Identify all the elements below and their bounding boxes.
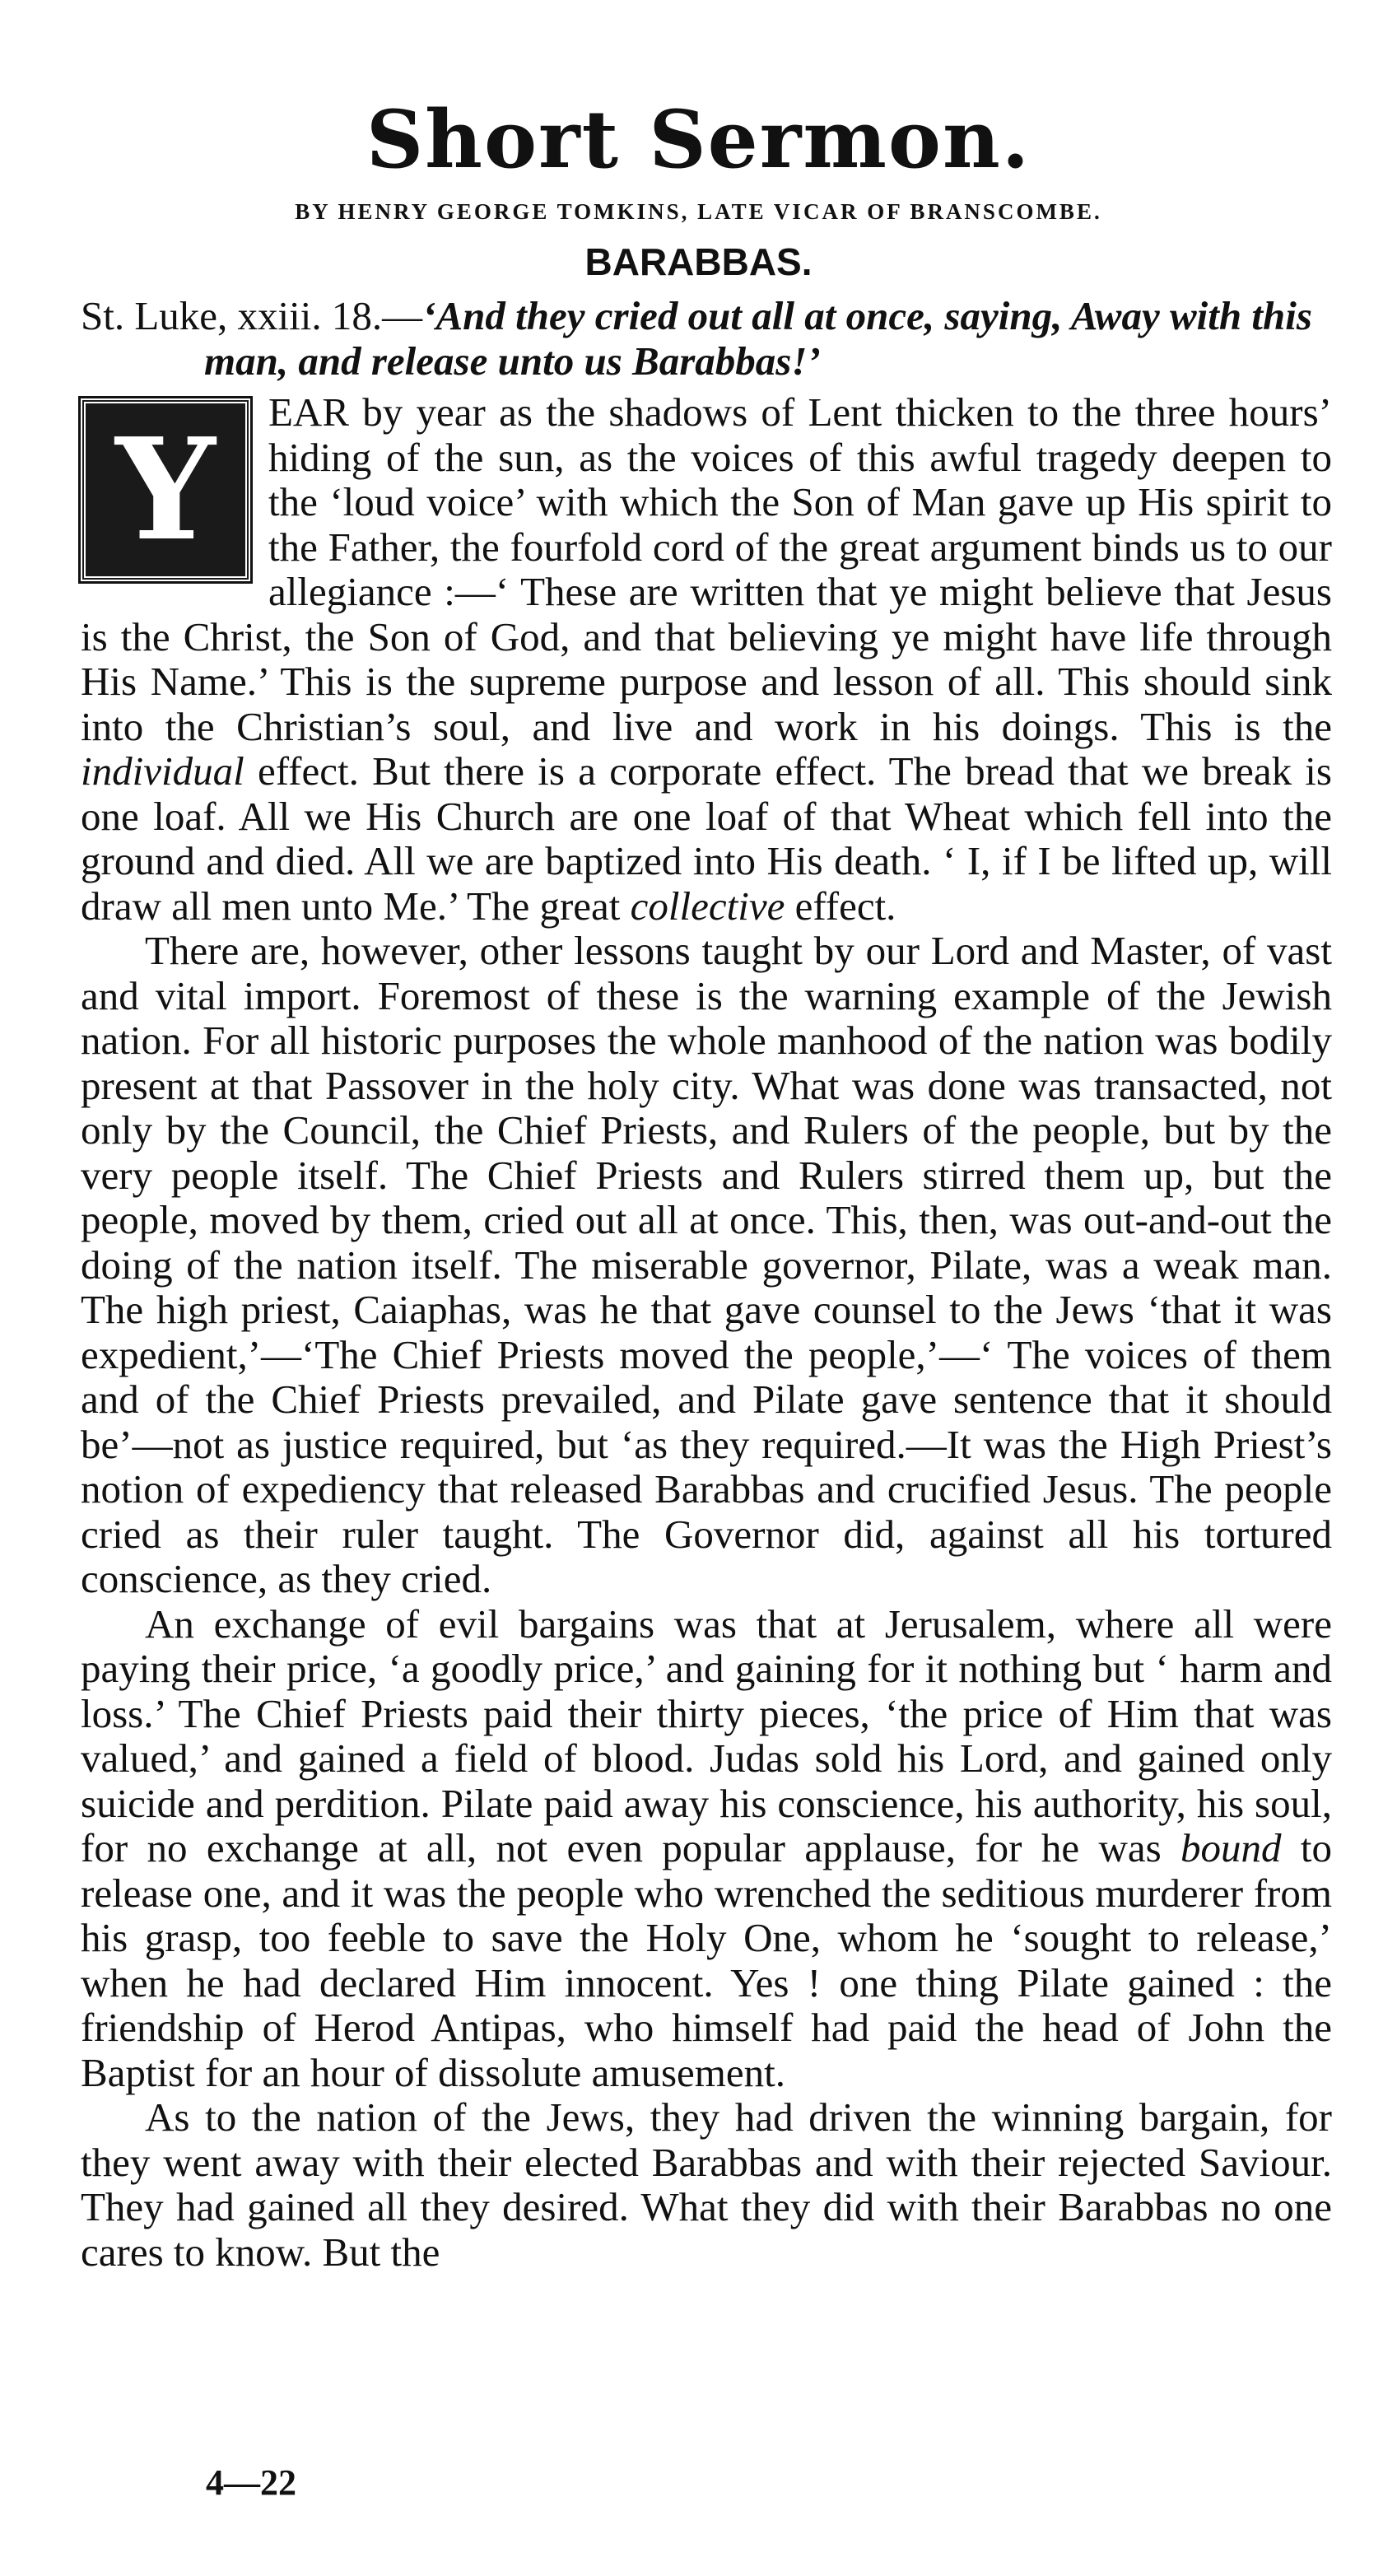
scripture-reference: [81, 294, 1332, 384]
paragraph-1-text-a: EAR by year as the shadows of Lent thicken to the three hours’ hiding of the sun, as the voices of this awful tragedy deepen to the ‘loud voice’ with which the Son of Man gave up His spirit to the Father, the fourfold cord of the great argument binds us to our allegiance :—‘ These are written that ye might believe that Jesus is the Christ, the Son of God, and that believing ye might have life through His Name.’ This is the supreme purpose and lesson of all. This should sink into the Christian’s soul, and live and work in his doings. This is the: [81, 389, 1332, 749]
sermon-text: [81, 294, 1332, 2275]
author-byline: BY HENRY GEORGE TOMKINS, LATE VICAR OF BRANSCOMBE.: [295, 199, 1102, 224]
scripture-quote: ‘And they cried out all at once, saying, Away with this man, and release unto us Barabbas!’: [204, 293, 1312, 384]
paragraph-1-text-c: effect.: [785, 883, 896, 929]
paragraph-4: As to the nation of the Jews, they had driven the winning bargain, for they went away with their elected Barabbas and with their rejected Saviour. They had gained all they desired. What they did with their Barabbas no one cares to know. But the: [81, 2094, 1332, 2275]
paragraph-1-emphasis-a: individual: [81, 748, 244, 794]
scripture-citation: St. Luke, xxiii. 18.—: [81, 293, 423, 338]
page-folio: 4—22: [206, 2462, 296, 2503]
paragraph-1-text-b: effect. But there is a corporate effect. The bread that we break is one loaf. All we His Church are one loaf of that Wheat which fell into the ground and died. All we are baptized into His death. ‘ I, if I be lifted up, will draw all men unto Me.’ The great: [81, 748, 1332, 929]
paragraph-3-text-b: to release one, and it was the people who wrenched the seditious murderer from his grasp, too feeble to save the Holy One, whom he ‘sought to release,’ when he had declared Him innocent. Yes ! one thing Pilate gained : the friendship of Herod Antipas, who himself had paid the head of John the Baptist for an hour of dissolute amusement.: [81, 1825, 1332, 2095]
paragraph-2: There are, however, other lessons taught by our Lord and Master, of vast and vital import. Foremost of these is the warning example of the Jewish nation. For all historic purposes the whole manhood of the nation was bodily present at that Passover in the holy city. What was done was transacted, not only by the Council, the Chief Priests, and Rulers of the people, but by the very people itself. The Chief Priests and Rulers stirred them up, but the people, moved by them, cried out all at once. This, then, was out-and-out the doing of the nation itself. The miserable governor, Pilate, was a weak man. The high priest, Caiaphas, was he that gave counsel to the Jews ‘that it was expedient,’—‘The Chief Priests moved the people,’—‘ The voices of them and of the Chief Priests prevailed, and Pilate gave sentence that it should be’—not as justice required, but ‘as they required.—It was the High Priest’s notion of expediency that released Barabbas and crucified Jesus. The people cried as their ruler taught. The Governor did, against all his tortured conscience, as they cried.: [81, 928, 1332, 1601]
paragraph-3-text-a: An exchange of evil bargains was that at Jerusalem, where all were paying their price, ‘a goodly price,’ and gaining for it nothing but ‘ harm and loss.’ The Chief Priests paid their thirty pieces, ‘the price of Him that was valued,’ and gained a field of blood. Judas sold his Lord, and gained only suicide and perdition. Pilate paid away his conscience, his authority, his soul, for no exchange at all, not even popular applause, for he was: [81, 1600, 1332, 1870]
paragraph-3: [81, 1602, 1332, 2096]
paragraph-1: [81, 390, 1332, 929]
page-title: Short Sermon.: [366, 93, 1031, 186]
drop-cap: Y: [81, 398, 250, 581]
paragraph-1-emphasis-b: collective: [630, 883, 785, 929]
paragraph-3-emphasis: bound: [1180, 1825, 1282, 1870]
sermon-heading: BARABBAS.: [584, 240, 813, 283]
